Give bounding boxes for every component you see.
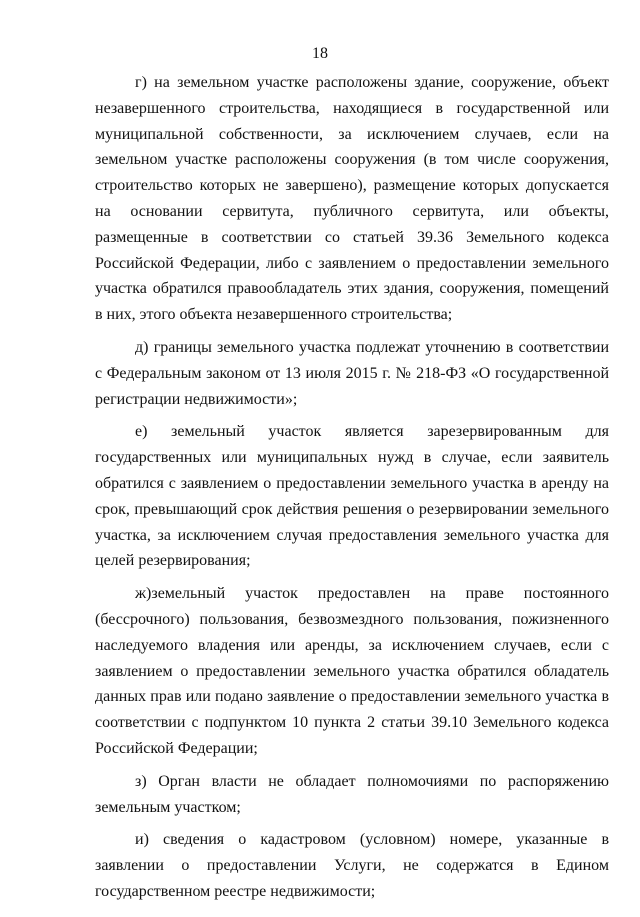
paragraph-zh: ж)земельный участок предоставлен на праве постоянного (бессрочного) пользования, безвозмездного пользования, пожизненного наследуемого владения или аренды, за исключением случаев, если с заявлением о предоставлении земельного участка обратился обладатель данных прав или подано заявление о предоставлении земельного участка в соответствии с подпунктом 10 пункта 2 статьи 39.10 Земельного кодекса Российской Федерации;	[95, 585, 609, 757]
document-body	[95, 70, 609, 905]
paragraph-i: и) сведения о кадастровом (условном) номере, указанные в заявлении о предоставлении Услуги, не содержатся в Едином государственном реестре недвижимости;	[95, 831, 609, 900]
paragraph-z: з) Орган власти не обладает полномочиями по распоряжению земельным участком;	[95, 772, 609, 816]
paragraph-e: е) земельный участок является зарезервированным для государственных или муниципальных нужд в случае, если заявитель обратился с заявлением о предоставлении земельного участка в аренду на срок, превышающий срок действия решения о резервировании земельного участка, за исключением случая предоставления земельного участка для целей резервирования;	[95, 423, 609, 570]
paragraph-g: г) на земельном участке расположены здание, сооружение, объект незавершенного строительства, находящиеся в государственной или муниципальной собственности, за исключением случаев, если на земельном участке расположены сооружения (в том числе сооружения, строительство которых не завершено), размещение которых допускается на основании сервитута, публичного сервитута, или объекты, размещенные в соответствии со статьей 39.36 Земельного кодекса Российской Федерации, либо с заявлением о предоставлении земельного участка обратился правообладатель этих здания, сооружения, помещений в них, этого объекта незавершенного строительства;	[95, 74, 609, 324]
paragraph-d: д) границы земельного участка подлежат уточнению в соответствии с Федеральным законом от 13 июля 2015 г. № 218-ФЗ «О государственной регистрации недвижимости»;	[95, 338, 609, 408]
page-number: 18	[312, 45, 328, 62]
